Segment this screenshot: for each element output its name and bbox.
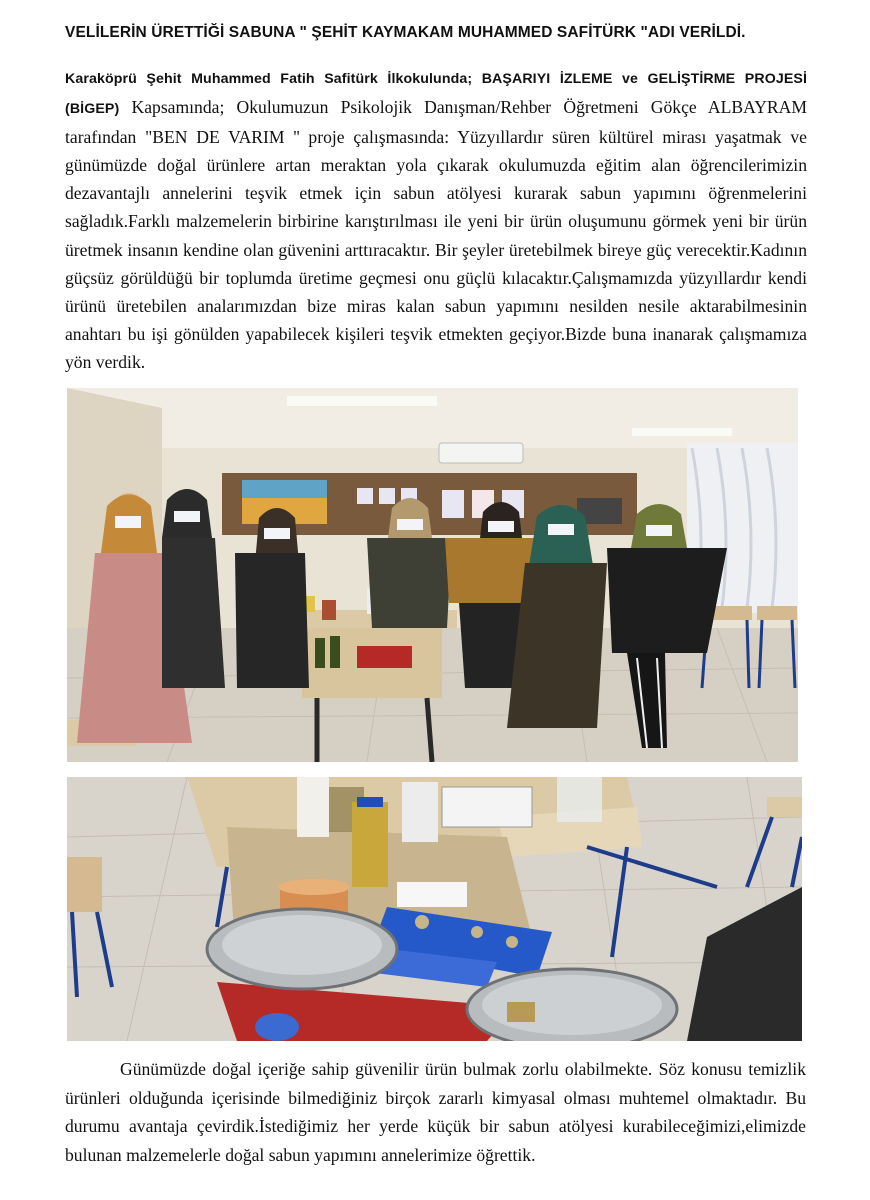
- intro-body: Kapsamında; Okulumuzun Psikolojik Danışman/Rehber Öğretmeni Gökçe ALBAYRAM tarafından "BEN DE VARIM '' proje çalışmasında: Yüzyıllardır süren kültürel mirası yaşatmak ve günümüzde doğal ürünlere artan meraktan yola çıkarak okulumuzda eğitim alan öğrencilerimizin dezavantajlı annelerini teşvik etmek için sabun atölyesi kurarak sabun yapımını öğrenmelerini sağladık.Farklı malzemelerin birbirine karıştırılması ile yeni bir ürün oluşumunu görmek yeni bir ürün üretmek insanın kendine olan güvenini arttıracaktır. Bir şeyler üretebilmek bireye güç verecektir.Kadının güçsüz görüldüğü bir toplumda üretime geçmesi onu güçlü kılacaktır.Çalışmamızda yüzyıllardır kendi ürünü üretebilen analarımızdan bize miras kalan sabun yapımını nesilden nesile aktarabilmesinin anahtarı bu işi gönülden yapabilecek kişileri teşvik etmekten geçiyor.Bizde buna inanarak çalışmamıza yön verdik.: [65, 97, 807, 372]
- outro-paragraph: Günümüzde doğal içeriğe sahip güvenilir ürün bulmak zorlu olabilmekte. Söz konusu temizlik ürünleri olduğunda içerisinde bilmediğiniz birçok zararlı kimyasal olması muhtemel olmaktadır. Bu durumu avantaja çevirdik.İstediğimiz her yerde küçük bir sabun atölyesi kurabileceğimizi,elimizde bulunan malzemelerle doğal sabun yapımını annelerimize öğrettik.: [65, 1059, 806, 1165]
- intro-lead: Karaköprü Şehit Muhammed Fatih Safitürk İlkokulunda; BAŞARIYI İZLEME ve GELİŞTİRME PROJESİ (BİGEP): [65, 71, 807, 118]
- document-title: VELİLERİN ÜRETTİĞİ SABUNA " ŞEHİT KAYMAKAM MUHAMMED SAFİTÜRK "ADI VERİLDİ.: [65, 24, 746, 41]
- group-photo: [67, 388, 798, 762]
- group-photo-illustration: [67, 388, 798, 762]
- intro-paragraph: [65, 63, 807, 376]
- soap-materials-photo: [67, 777, 802, 1041]
- soap-materials-illustration: [67, 777, 802, 1041]
